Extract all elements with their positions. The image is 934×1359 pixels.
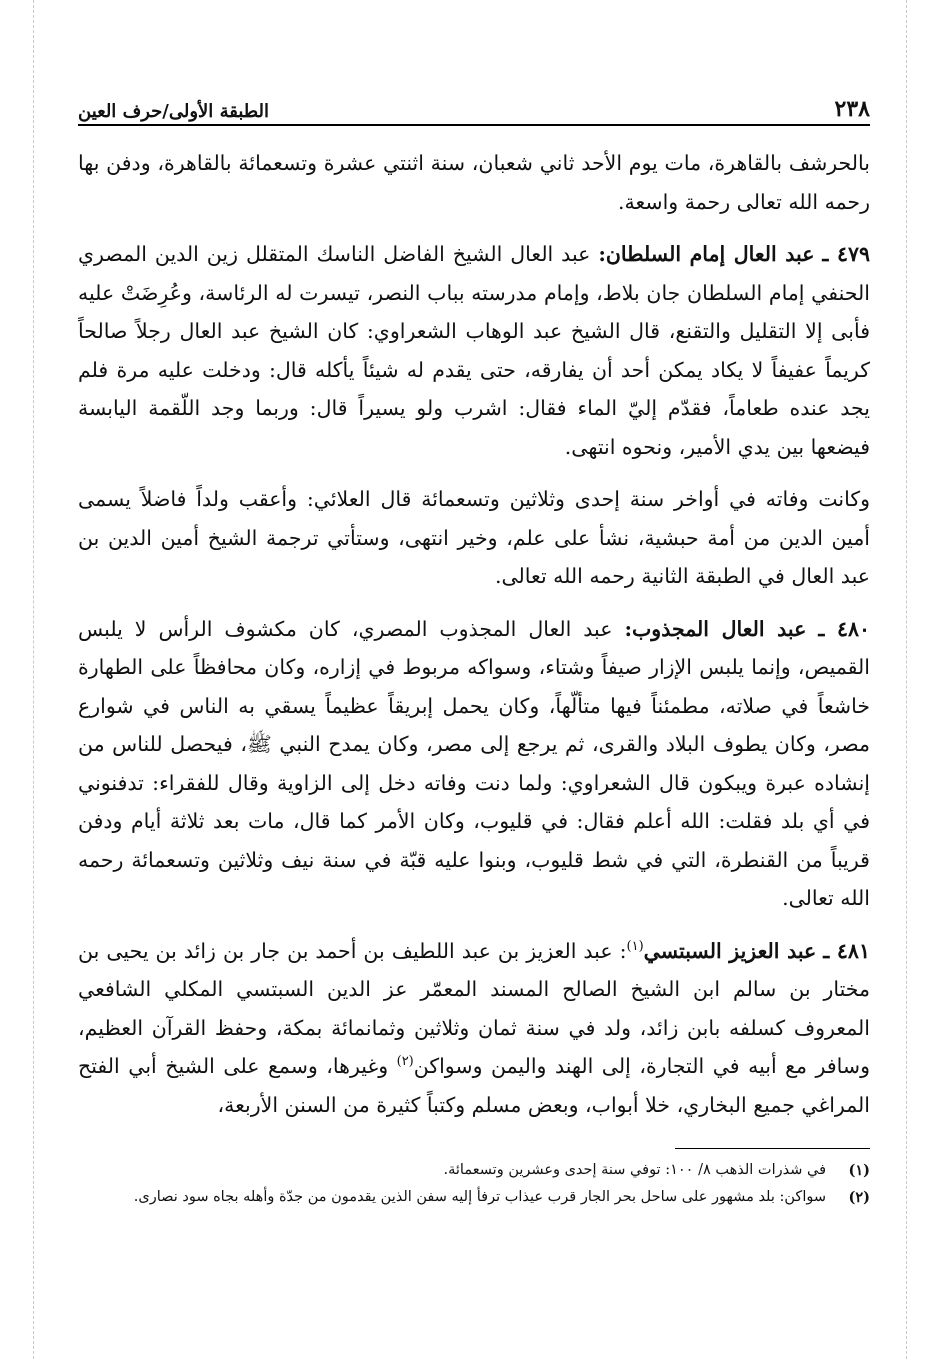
paragraph-death-note <box>78 480 870 596</box>
entry-481 <box>78 932 870 1125</box>
page-number: ٢٣٨ <box>834 96 870 122</box>
footnote-divider <box>675 1148 870 1149</box>
paragraph-text: بالحرشف بالقاهرة، مات يوم الأحد ثاني شعبان، سنة اثنتي عشرة وتسعمائة بالقاهرة، ودفن بها رحمه الله تعالى رحمة واسعة. <box>78 151 870 214</box>
entry-number: ٤٨٠ ـ <box>818 616 870 641</box>
paragraph-text: وكانت وفاته في أواخر سنة إحدى وثلاثين وتسعمائة قال العلائي: وأعقب ولداً فاضلاً يسمى أمين الدين من أمة حبشية، نشأ على علم، وخير انتهى، وستأتي ترجمة الشيخ أمين الدين بن عبد العال في الطبقة الثانية رحمه الله تعالى. <box>78 487 870 588</box>
entry-480 <box>78 610 870 918</box>
running-title: الطبقة الأولى/حرف العين <box>78 101 270 122</box>
footnote-text: في شذرات الذهب ٨/ ١٠٠: توفي سنة إحدى وعشرين وتسعمائة. <box>443 1162 826 1178</box>
footnote-mark: (١) <box>848 1162 870 1179</box>
body-text <box>78 144 870 1124</box>
entry-text-continued: وغيرها، وسمع على الشيخ أبي الفتح المراغي جميع البخاري، خلا أبواب، وبعض مسلم وكتباً كثيرة من السنن الأربعة، <box>78 1054 870 1117</box>
footnote-ref-2[interactable]: (٢) <box>396 1054 414 1070</box>
left-margin-guide <box>33 0 34 1359</box>
footnotes <box>78 1157 870 1211</box>
footnote-ref-1[interactable]: (١) <box>626 938 644 954</box>
footnote-mark: (٢) <box>848 1189 870 1206</box>
entry-text: عبد العال الشيخ الفاضل الناسك المتقلل زين الدين المصري الحنفي إمام السلطان جان بلاط، وإمام مدرسته بباب النصر، تيسرت له الرئاسة، وعُرِضَتْ عليه فأبى إلا التقليل والتقنع، قال الشيخ عبد الوهاب الشعراوي: كان الشيخ عبد العال رجلاً صالحاً كريماً عفيفاً لا يكاد يمكن أحد أن يفارقه، حتى يقدم له شيئاً يأكله قال: ودخلت عليه مرة فلم يجد عنده طعاماً، فقدّم إليّ الماء فقال: اشرب ولو يسيراً قال: وربما وجد اللّقمة اليابسة فيضعها بين يدي الأمير، ونحوه انتهى. <box>78 242 870 459</box>
entry-text: عبد العال المجذوب المصري، كان مكشوف الرأس لا يلبس القميص، وإنما يلبس الإزار صيفاً وشتاء، وسواكه مربوط في إزاره، وكان محافظاً على الطهارة خاشعاً في صلاته، مطمئناً فيها متألّهاً، وكان يحمل إبريقاً عظيماً يسقي به الناس في شوارع مصر، وكان يطوف البلاد والقرى، ثم يرجع إلى مصر، وكان يمدح النبي ﷺ، فيحصل للناس من إنشاده عبرة ويبكون قال الشعراوي: ولما دنت وفاته دخل إلى الزاوية وقال للفقراء: تدفنوني في أي بلد فقلت: الله أعلم فقال: في قليوب، وكان الأمر كما قال، مات بعد ثلاثة أيام ودفن قريباً من القنطرة، التي في شط قليوب، وبنوا عليه قبّة في سنة نيف وثلاثين وتسعمائة رحمه الله تعالى. <box>78 616 870 910</box>
footnote-1 <box>78 1157 870 1184</box>
footnote-text: سواكن: بلد مشهور على ساحل بحر الجار قرب عيذاب ترفأ إليه سفن الذين يقدمون من جدّة وأهله بجاه سود نصارى. <box>133 1189 826 1205</box>
colon: : <box>619 938 627 963</box>
paragraph-continuation <box>78 144 870 221</box>
entry-number: ٤٨١ ـ <box>823 938 870 963</box>
entry-heading: عبد العزيز السبتسي <box>643 938 817 963</box>
footnote-2 <box>78 1184 870 1211</box>
entry-479 <box>78 235 870 466</box>
right-margin-guide <box>906 0 907 1359</box>
book-page <box>78 90 870 1211</box>
entry-text: عبد العزيز بن عبد اللطيف بن أحمد بن جار بن زائد بن يحيى بن مختار بن سالم ابن الشيخ الصالح المسند المعمّر عز الدين السبتسي المكلي الشافعي المعروف كسلفه بابن زائد، ولد في سنة ثمان وثلاثين وثمانمائة بمكة، وحفظ القرآن العظيم، وسافر مع أبيه في التجارة، إلى الهند واليمن وسواكن <box>78 938 870 1078</box>
entry-number: ٤٧٩ ـ <box>822 242 870 266</box>
page-header <box>78 90 870 126</box>
entry-heading: عبد العال إمام السلطان: <box>598 242 815 266</box>
entry-heading: عبد العال المجذوب: <box>624 616 807 641</box>
